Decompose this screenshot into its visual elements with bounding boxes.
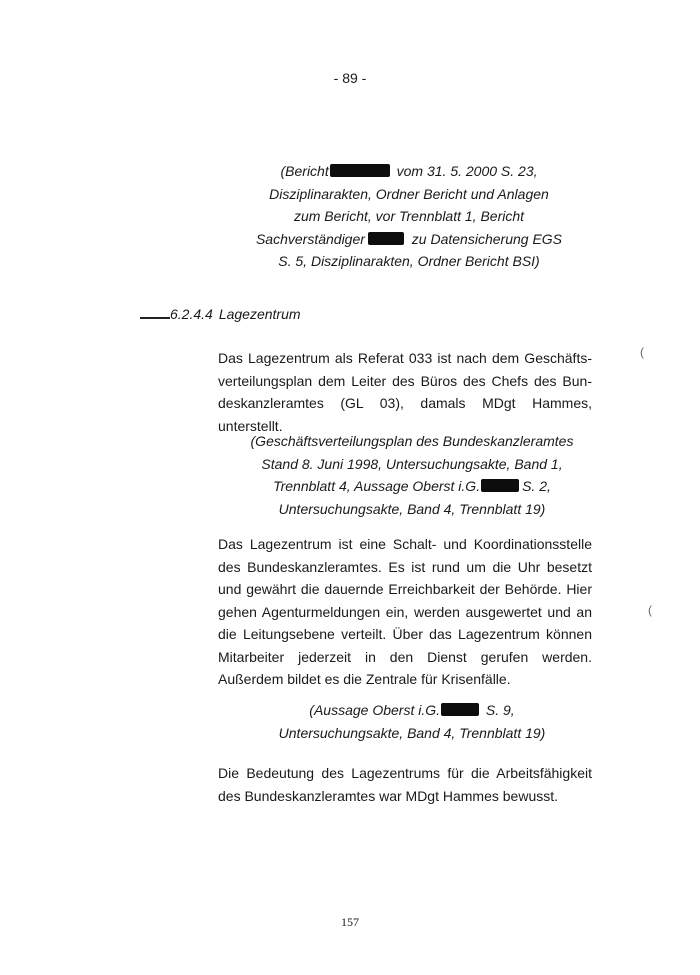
- paragraph-function: Das Lagezentrum ist eine Schalt- und Koordinationsstelle des Bundeskanzleramtes. Es ist rund um die Uhr besetzt und gewährt die dauernde Erreichbarkeit der Behörde. Hier gehen Agenturmeldungen ein, werden ausgewertet und an die Leitungsebene verteilt. Über das Lagezentrum können Mitarbeiter jederzeit in den Dienst gerufen werden. Außerdem bildet es die Zentrale für Krisenfälle.: [218, 536, 592, 687]
- redaction-block: [330, 164, 390, 177]
- scan-speck: (: [648, 603, 652, 617]
- citation-line: Untersuchungsakte, Band 4, Trennblatt 19): [278, 724, 546, 741]
- redaction-block: [441, 703, 479, 716]
- citation-line: Trennblatt 4, Aussage Oberst i.G. S. 2,: [273, 478, 551, 494]
- citation-testimony: [262, 699, 562, 744]
- redaction-block: [368, 232, 404, 245]
- citation-line: (Aussage Oberst i.G. S. 9,: [309, 702, 515, 718]
- paragraph-significance: Die Bedeutung des Lagezentrums für die Arbeitsfähigkeit des Bundeskanzleramtes war MDgt Hammes bewusst.: [218, 765, 592, 804]
- margin-mark: [140, 317, 170, 319]
- citation-line: Stand 8. Juni 1998, Untersuchungsakte, Band 1,: [261, 455, 563, 472]
- citation-line: S. 5, Disziplinarakten, Ordner Bericht BSI): [278, 253, 540, 269]
- citation-line: Untersuchungsakte, Band 4, Trennblatt 19): [278, 500, 546, 517]
- page-number-bottom: 157: [341, 915, 359, 929]
- scan-speck: (: [640, 345, 644, 359]
- citation-line: Sachverständiger zu Datensicherung EGS: [255, 230, 563, 247]
- section-number: 6.2.4.4: [170, 306, 213, 322]
- citation-line: (Geschäftsverteilungsplan des Bundeskanzleramtes: [250, 433, 574, 449]
- redaction-block: [481, 479, 519, 492]
- paragraph-organization: Das Lagezentrum als Referat 033 ist nach dem Geschäfts-verteilungsplan dem Leiter des Büros des Chefs des Bun-deskanzleramtes (GL 03), damals MDgt Hammes, unterstellt.: [218, 350, 592, 434]
- citation-line: zum Bericht, vor Trennblatt 1, Bericht: [293, 208, 525, 224]
- citation-line: Disziplinarakten, Ordner Bericht und Anlagen: [269, 185, 549, 202]
- citation-line: (Bericht vom 31. 5. 2000 S. 23,: [280, 163, 538, 179]
- section-title: Lagezentrum: [218, 306, 301, 322]
- section-heading: [170, 306, 301, 322]
- citation-distribution-plan: [228, 430, 596, 520]
- citation-report: [248, 160, 570, 273]
- page-number-top: - 89 -: [333, 70, 367, 86]
